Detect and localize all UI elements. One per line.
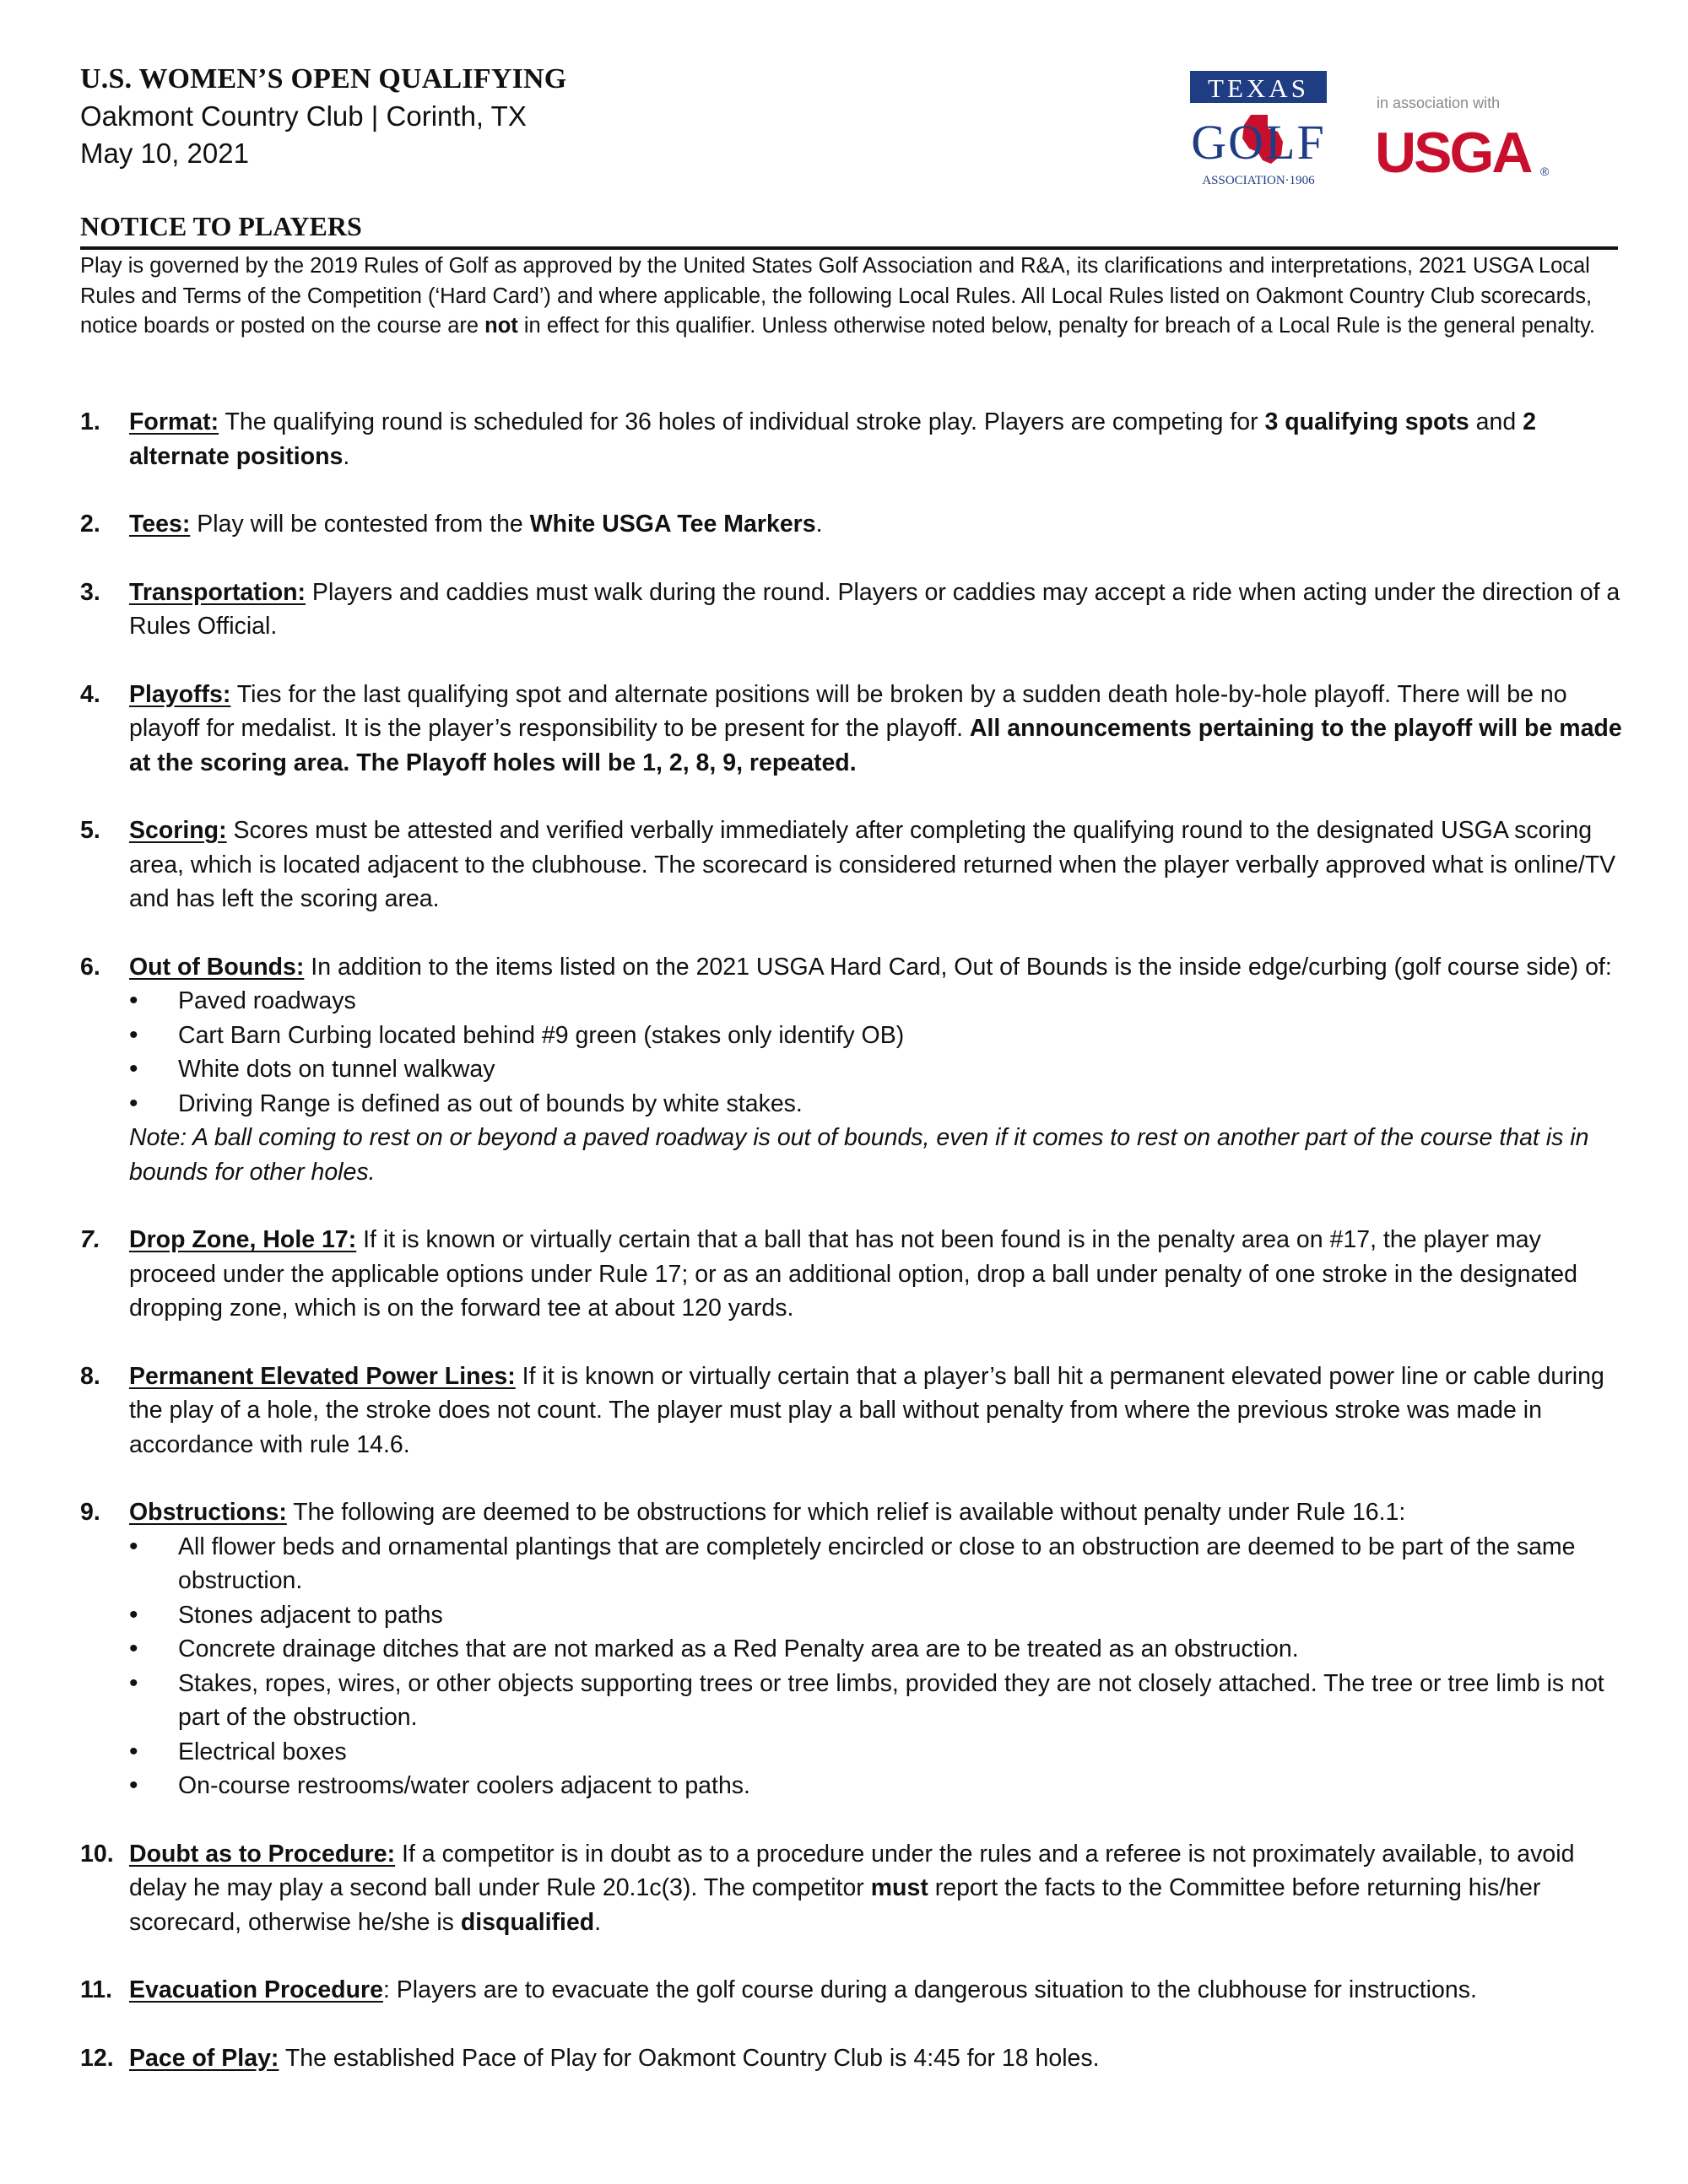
- rule-text: The following are deemed to be obstructions for which relief is available without penalty under Rule 16.1:: [286, 1499, 1406, 1526]
- bullet-item: • Stones adjacent to paths: [129, 1598, 1625, 1633]
- rule-item-out-of-bounds: [80, 950, 1625, 1190]
- bullet-item: • Stakes, ropes, wires, or other objects supporting trees or tree limbs, provided they are not closely attached. The tree or tree limb is not part of the obstruction.: [129, 1667, 1625, 1735]
- rule-bold-text: 3 qualifying spots: [1264, 408, 1469, 435]
- rule-text: Players and caddies must walk during the round. Players or caddies may accept a ride when acting under the direction of a Rules Official.: [129, 578, 1620, 640]
- rule-text: In addition to the items listed on the 2021 USGA Hard Card, Out of Bounds is the inside edge/curbing (golf course side) of:: [304, 953, 1612, 981]
- date-line: May 10, 2021: [80, 138, 249, 169]
- rule-number: 6.: [80, 953, 100, 981]
- rule-text: The established Pace of Play for Oakmont Country Club is 4:45 for 18 holes.: [279, 2044, 1100, 2072]
- rule-label: Transportation:: [129, 578, 306, 606]
- rule-label: Playoffs:: [129, 680, 231, 708]
- rule-text: If a competitor is in doubt as to a procedure under the rules and a referee is not proximately available, to avoid delay he may play a second ball under Rule 20.1c(3). The competitor: [129, 1840, 1575, 1901]
- local-rules-list: [80, 405, 1625, 2075]
- intro-text-end: in effect for this qualifier. Unless otherwise noted below, penalty for breach of a Local Rule is the general penalty.: [517, 314, 1596, 338]
- rule-number: 10.: [80, 1840, 114, 1868]
- rule-bold-text: must: [870, 1874, 928, 1901]
- document-header: [80, 61, 566, 172]
- bullet-item: • On-course restrooms/water coolers adjacent to paths.: [129, 1769, 1625, 1803]
- bullet-item: • Driving Range is defined as out of bounds by white stakes.: [129, 1087, 1625, 1122]
- rule-item-tees: [80, 507, 1625, 542]
- rule-text: report the facts to the Committee before returning his/her scorecard, otherwise he/she is: [129, 1874, 1541, 1936]
- rule-text: .: [815, 511, 823, 538]
- rule-text: and: [1469, 408, 1523, 435]
- rule-label: Out of Bounds:: [129, 953, 305, 981]
- usga-logo: [1372, 93, 1557, 186]
- section-divider: [80, 246, 1618, 250]
- document-title: U.S. WOMEN’S OPEN QUALIFYING: [80, 63, 567, 95]
- tga-word-texas: TEXAS: [1208, 73, 1309, 103]
- rule-label: Scoring:: [129, 817, 227, 844]
- rule-item-doubt-procedure: [80, 1837, 1625, 1940]
- rule-item-pace-of-play: [80, 2041, 1625, 2076]
- rule-text: If it is known or virtually certain that a player’s ball hit a permanent elevated power line or cable during the play of a hole, the stroke does not count. The player must play a ball without penalty from where the previous stroke was made in accordance with rule 14.6.: [129, 1362, 1604, 1458]
- rule-number: 2.: [80, 511, 100, 538]
- intro-bold-not: not: [484, 314, 518, 338]
- registered-mark: ®: [1540, 165, 1550, 178]
- rule-item-format: [80, 405, 1625, 473]
- rule-bold-text: All announcements pertaining to the playoff will be made at the scoring area. The Playoff holes will be 1, 2, 8, 9, repeated.: [129, 715, 1622, 776]
- bullet-item: • Electrical boxes: [129, 1735, 1625, 1770]
- rule-number: 3.: [80, 578, 100, 606]
- rule-label: Evacuation Procedure: [129, 1976, 383, 2003]
- rule-bold-text: White USGA Tee Markers: [529, 511, 816, 538]
- rule-label: Drop Zone, Hole 17:: [129, 1226, 357, 1253]
- rule-note: Note: A ball coming to rest on or beyond a paved roadway is out of bounds, even if it comes to rest on another part of the course that is in bounds for other holes.: [129, 1124, 1589, 1186]
- bullet-list: [129, 1530, 1625, 1803]
- rule-text: Play will be contested from the: [190, 511, 530, 538]
- rule-bold-text: 2 alternate positions: [129, 408, 1537, 470]
- association-text: in association with: [1377, 95, 1501, 111]
- bullet-list: [129, 984, 1625, 1121]
- rule-number: 9.: [80, 1499, 100, 1526]
- rule-item-power-lines: [80, 1360, 1625, 1462]
- bullet-item: • Paved roadways: [129, 984, 1625, 1019]
- tga-tagline: ASSOCIATION·1906: [1202, 174, 1315, 187]
- rule-label: Pace of Play:: [129, 2044, 279, 2072]
- bullet-item: • All flower beds and ornamental plantings that are completely encircled or close to an obstruction are deemed to be part of the same obstruction.: [129, 1530, 1625, 1598]
- rule-number: 12.: [80, 2044, 114, 2072]
- notice-title: NOTICE TO PLAYERS: [80, 211, 362, 241]
- rule-text: : Players are to evacuate the golf course during a dangerous situation to the clubhouse for instructions.: [382, 1976, 1477, 2003]
- rule-number: 5.: [80, 817, 100, 844]
- rule-label: Format:: [129, 408, 219, 435]
- rule-number: 4.: [80, 680, 100, 708]
- rule-text: Scores must be attested and verified verbally immediately after completing the qualifying round to the designated USGA scoring area, which is located adjacent to the clubhouse. The scorecard is considered returned when the player verbally approved what is online/TV and has left the scoring area.: [129, 817, 1616, 912]
- rule-number: 11.: [80, 1976, 113, 2003]
- rule-text: Ties for the last qualifying spot and alternate positions will be broken by a sudden death hole-by-hole playoff. There will be no playoff for medalist. It is the player’s responsibility to be present for the playoff.: [129, 680, 1567, 742]
- rule-label: Doubt as to Procedure:: [129, 1840, 396, 1868]
- rule-label: Permanent Elevated Power Lines:: [129, 1362, 516, 1390]
- bullet-item: • Cart Barn Curbing located behind #9 green (stakes only identify OB): [129, 1019, 1625, 1053]
- rule-text: The qualifying round is scheduled for 36 holes of individual stroke play. Players are competing for: [219, 408, 1265, 435]
- bullet-item: • White dots on tunnel walkway: [129, 1052, 1625, 1087]
- intro-text: Play is governed by the 2019 Rules of Golf as approved by the United States Golf Association and R&A, its clarifications and interpretations, 2021 USGA Local Rules and Terms of the Competition (‘Hard Card’) and where applicable, the following Local Rules. All Local Rules listed on Oakmont Country Club scorecards, notice boards or posted on the course are: [80, 254, 1593, 338]
- rule-number: 8.: [80, 1362, 100, 1390]
- rule-label: Tees:: [129, 511, 191, 538]
- rule-text: If it is known or virtually certain that a ball that has not been found is in the penalty area on #17, the player may proceed under the applicable options under Rule 17; or as an additional option, drop a ball under penalty of one stroke in the designated dropping zone, which is on the forward tee at about 120 yards.: [129, 1226, 1577, 1322]
- rule-number: 7.: [80, 1226, 100, 1253]
- texas-golf-association-logo: [1190, 71, 1327, 189]
- bullet-item: • Concrete drainage ditches that are not marked as a Red Penalty area are to be treated as an obstruction.: [129, 1632, 1625, 1667]
- intro-paragraph: [80, 251, 1625, 342]
- rule-text: .: [594, 1908, 602, 1936]
- rule-item-transportation: [80, 576, 1625, 644]
- rule-item-playoffs: [80, 678, 1625, 781]
- rule-number: 1.: [80, 408, 100, 435]
- rule-text: .: [343, 442, 350, 470]
- rule-item-evacuation: [80, 1973, 1625, 2008]
- rule-item-scoring: [80, 814, 1625, 916]
- rule-bold-text: disqualified: [460, 1908, 595, 1936]
- tga-word-golf: GOLF: [1191, 115, 1326, 170]
- rule-item-obstructions: [80, 1495, 1625, 1803]
- rule-label: Obstructions:: [129, 1499, 287, 1526]
- usga-wordmark: USGA: [1375, 121, 1531, 185]
- rule-item-drop-zone: [80, 1223, 1625, 1326]
- venue-line: Oakmont Country Club | Corinth, TX: [80, 100, 527, 132]
